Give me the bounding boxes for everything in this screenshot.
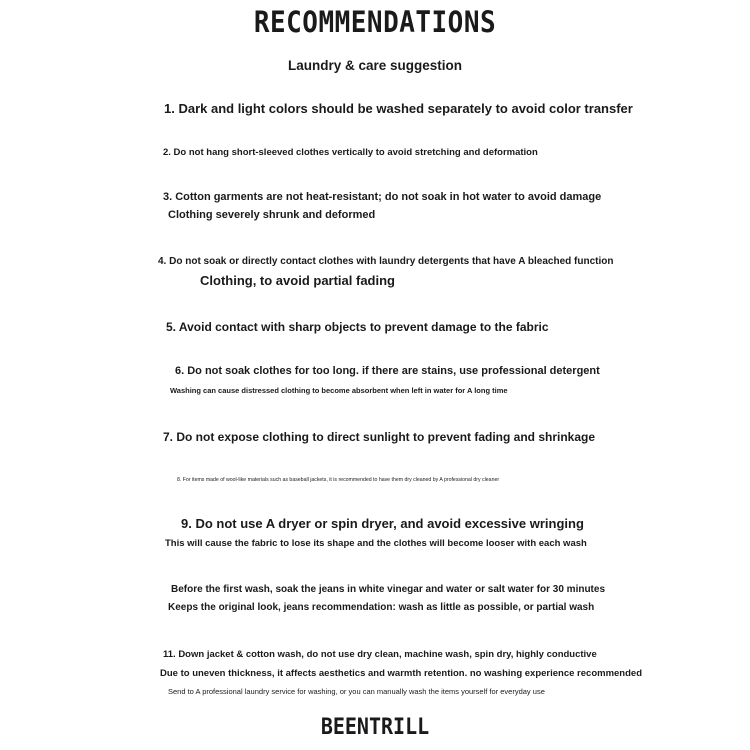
recommendation-11: 11. Down jacket & cotton wash, do not use dry clean, machine wash, spin dry, highly conductive: [163, 649, 597, 660]
page-subtitle: Laundry & care suggestion: [287, 58, 463, 73]
recommendation-11-note: Send to A professional laundry service for washing, or you can manually wash the items yourself for everyday use: [168, 687, 545, 696]
brand-logo-text: BEENTRILL: [320, 712, 430, 740]
page-title: RECOMMENDATIONS: [253, 6, 497, 40]
recommendation-1: 1. Dark and light colors should be washed separately to avoid color transfer: [164, 101, 633, 116]
recommendation-5: 5. Avoid contact with sharp objects to prevent damage to the fabric: [166, 320, 549, 334]
recommendation-9-detail: This will cause the fabric to lose its shape and the clothes will become looser with each wash: [165, 538, 587, 549]
recommendation-10-detail: Keeps the original look, jeans recommendation: wash as little as possible, or partial wash: [168, 602, 595, 613]
recommendation-9: 9. Do not use A dryer or spin dryer, and avoid excessive wringing: [181, 516, 584, 531]
recommendation-4: 4. Do not soak or directly contact clothes with laundry detergents that have A bleached function: [158, 256, 614, 267]
recommendation-10: Before the first wash, soak the jeans in white vinegar and water or salt water for 30 minutes: [171, 584, 606, 595]
recommendation-2: 2. Do not hang short-sleeved clothes vertically to avoid stretching and deformation: [163, 147, 538, 158]
recommendation-4-detail: Clothing, to avoid partial fading: [200, 273, 395, 288]
recommendation-11-detail: Due to uneven thickness, it affects aesthetics and warmth retention. no washing experience recommended: [160, 668, 642, 679]
recommendation-6: 6. Do not soak clothes for too long. if there are stains, use professional detergent: [175, 365, 600, 377]
recommendation-3-detail: Clothing severely shrunk and deformed: [168, 209, 376, 221]
recommendation-7: 7. Do not expose clothing to direct sunlight to prevent fading and shrinkage: [163, 430, 596, 444]
recommendation-8: 8. For items made of wool-like materials such as baseball jackets, it is recommended to have them dry cleaned by A professional dry cleaner: [177, 477, 500, 483]
recommendation-6-detail: Washing can cause distressed clothing to become absorbent when left in water for A long time: [170, 386, 508, 395]
recommendation-3: 3. Cotton garments are not heat-resistant; do not soak in hot water to avoid damage: [163, 191, 602, 203]
